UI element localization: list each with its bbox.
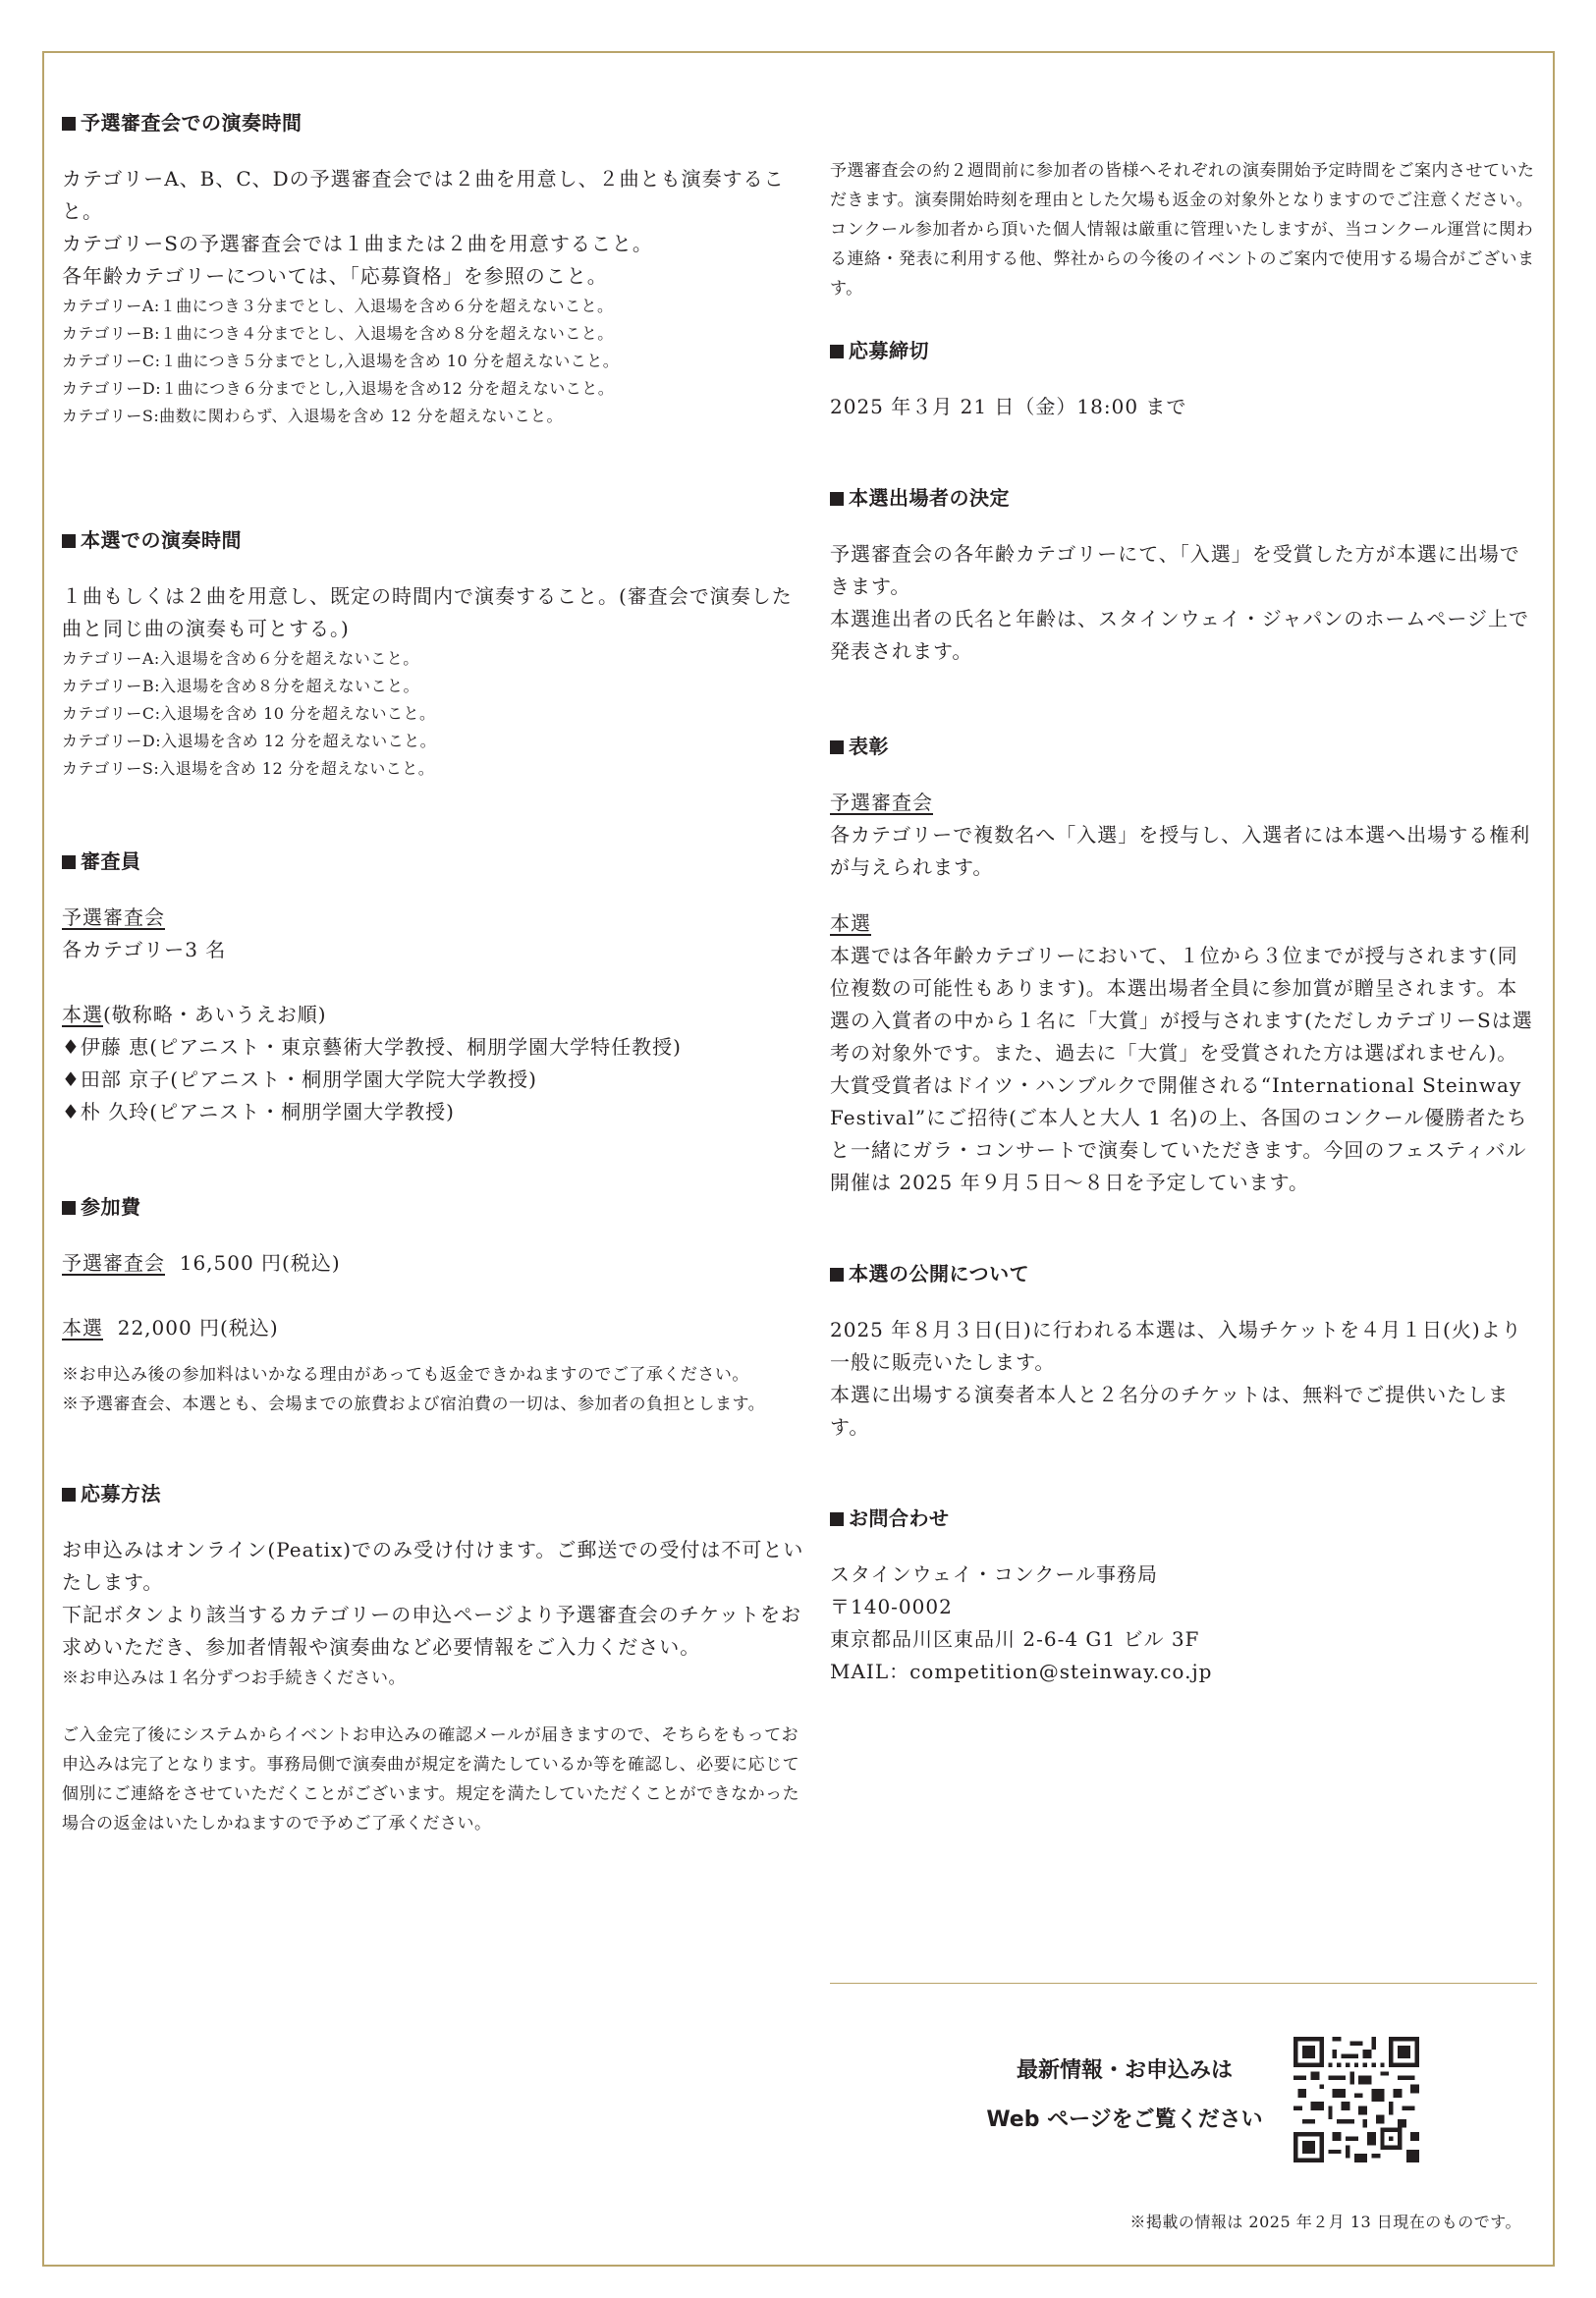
- section-awards: [830, 731, 1537, 1199]
- square-bullet-icon: [62, 1488, 76, 1502]
- heading-text: 本選の公開について: [849, 1262, 1030, 1286]
- paragraph: 各年齢カテゴリーについては、「応募資格」を参照のこと。: [62, 264, 608, 288]
- subheading-note: (敬称略・あいうえお順): [103, 1003, 327, 1026]
- note: ※予選審査会、本選とも、会場までの旅費および宿泊費の一切は、参加者の負担とします。: [62, 1395, 766, 1414]
- rule-line: カテゴリーC:入退場を含め 10 分を超えないこと。: [62, 704, 436, 723]
- paragraph: カテゴリーA、B、C、Dの予選審査会では２曲を用意し、２曲とも演奏すること。: [62, 167, 785, 223]
- paragraph: カテゴリーSの予選審査会では１曲または２曲を用意すること。: [62, 232, 653, 255]
- section-heading: [62, 846, 808, 874]
- square-bullet-icon: [830, 1512, 844, 1526]
- heading-text: 表彰: [849, 735, 889, 758]
- divider: [830, 1983, 1537, 1984]
- section-deadline: [830, 335, 1537, 423]
- paragraph: １曲もしくは２曲を用意し、既定の時間内で演奏すること。(審査会で演奏した曲と同じ曲の演奏も可とする。): [62, 584, 793, 640]
- heading-text: 参加費: [81, 1195, 141, 1219]
- section-prelim-time: [62, 107, 808, 430]
- section-contact: [830, 1503, 1537, 1688]
- paragraph: 本選進出者の氏名と年齢は、スタインウェイ・ジャパンのホームページ上で発表されます。: [830, 607, 1529, 663]
- paragraph: 各カテゴリーで複数名へ「入選」を授与し、入選者には本選へ出場する権利が与えられます。: [830, 823, 1531, 879]
- square-bullet-icon: [62, 1201, 76, 1215]
- section-judges: [62, 846, 808, 1128]
- rule-line: カテゴリーS:入退場を含め 12 分を超えないこと。: [62, 759, 435, 778]
- rule-line: カテゴリーS:曲数に関わらず、入退場を含め 12 分を超えないこと。: [62, 407, 563, 425]
- square-bullet-icon: [62, 117, 76, 131]
- paragraph: 本選では各年齢カテゴリーにおいて、１位から３位までが授与されます(同位複数の可能性もあります)。本選出場者全員に参加賞が贈呈されます。本選の入賞者の中から１名に「大賞」が授与されます(ただしカテゴリーSは選考の対象外です。また、過去に「大賞」を受賞された方は選ばれません)。大賞受賞者はドイツ・ハンブルクで開催される“International Steinway Festival”にご招待(ご本人と大人 1 名)の上、各国のコンクール優勝者たちと一緒にガラ・コンサートで演奏していただきます。今回のフェスティバル開催は 2025 年９月５日〜８日を予定しています。: [830, 944, 1533, 1194]
- contact-address: 東京都品川区東品川 2-6-4 G1 ビル 3F: [830, 1627, 1200, 1651]
- paragraph: ご入金完了後にシステムからイベントお申込みの確認メールが届きますので、そちらをもってお申込みは完了となります。事務局側で演奏曲が規定を満たしているか等を確認し、必要に応じて個別にご連絡をさせていただくことがございます。規定を満たしていただくことができなかった場合の返金はいたしかねますので予めご了承ください。: [62, 1725, 800, 1833]
- section-final-time: [62, 524, 808, 783]
- date-footnote: ※掲載の情報は 2025 年２月 13 日現在のものです。: [1129, 2213, 1521, 2231]
- judge-item: ♦田部 京子(ピアニスト・桐朋学園大学院大学教授): [62, 1067, 537, 1091]
- judge-item: ♦朴 久玲(ピアニスト・桐朋学園大学教授): [62, 1100, 455, 1123]
- subheading: 予選審査会: [62, 1251, 165, 1275]
- subheading: 予選審査会: [62, 905, 165, 929]
- square-bullet-icon: [830, 1268, 844, 1282]
- deadline-text: 2025 年３月 21 日（金）18:00 まで: [830, 395, 1187, 418]
- paragraph: 各カテゴリー3 名: [62, 938, 227, 961]
- paragraph: 予選審査会の約２週間前に参加者の皆様へそれぞれの演奏開始予定時間をご案内させていただきます。演奏開始時刻を理由とした欠場も返金の対象外となりますのでご注意ください。: [830, 161, 1535, 210]
- heading-text: 予選審査会での演奏時間: [81, 111, 303, 135]
- rule-line: カテゴリーD:１曲につき６分までとし,入退場を含め12 分を超えないこと。: [62, 379, 615, 398]
- section-heading: [62, 524, 808, 553]
- section-heading: [830, 1503, 1537, 1531]
- square-bullet-icon: [830, 492, 844, 506]
- left-column: [62, 107, 808, 1838]
- square-bullet-icon: [62, 855, 76, 869]
- subheading: 本選: [62, 1316, 103, 1340]
- rule-line: カテゴリーA:１曲につき３分までとし、入退場を含め６分を超えないこと。: [62, 297, 614, 315]
- rule-line: カテゴリーA:入退場を含め６分を超えないこと。: [62, 649, 419, 668]
- cta-line: 最新情報・お申込みは: [1016, 2058, 1233, 2083]
- rule-line: カテゴリーB:入退場を含め８分を超えないこと。: [62, 677, 420, 695]
- square-bullet-icon: [830, 345, 844, 358]
- section-public: [830, 1258, 1537, 1444]
- section-finalists: [830, 482, 1537, 668]
- rule-line: カテゴリーC:１曲につき５分までとし,入退場を含め 10 分を超えないこと。: [62, 352, 620, 370]
- paragraph: 2025 年８月３日(日)に行われる本選は、入場チケットを４月１日(火)より一般に販売いたします。: [830, 1318, 1522, 1374]
- heading-text: 応募方法: [81, 1482, 161, 1505]
- paragraph: 予選審査会の各年齢カテゴリーにて、「入選」を受賞した方が本選に出場できます。: [830, 542, 1520, 598]
- section-heading: [830, 731, 1537, 759]
- section-heading: [62, 1478, 808, 1506]
- subheading: 本選: [62, 1003, 103, 1026]
- note: ※お申込み後の参加料はいかなる理由があっても返金できかねますのでご了承ください。: [62, 1365, 749, 1385]
- paragraph: コンクール参加者から頂いた個人情報は厳重に管理いたしますが、当コンクール運営に関わる連絡・発表に利用する他、弊社からの今後のイベントのご案内で使用する場合がございます。: [830, 220, 1535, 299]
- heading-text: お問合わせ: [849, 1506, 950, 1530]
- right-column: [830, 156, 1537, 1688]
- section-fees: [62, 1191, 808, 1419]
- section-heading: [830, 1258, 1537, 1286]
- heading-text: 応募締切: [849, 339, 929, 362]
- contact-email[interactable]: MAIL：competition@steinway.co.jp: [830, 1660, 1213, 1683]
- section-heading: [62, 1191, 808, 1220]
- subheading: 予選審査会: [830, 791, 933, 814]
- section-heading: [62, 107, 808, 136]
- paragraph: 本選に出場する演奏者本人と２名分のチケットは、無料でご提供いたします。: [830, 1383, 1510, 1439]
- qr-code-icon[interactable]: [1293, 2037, 1419, 2162]
- subheading: 本選: [830, 911, 871, 935]
- web-cta: [918, 2047, 1331, 2145]
- contact-org: スタインウェイ・コンクール事務局: [830, 1562, 1158, 1586]
- heading-text: 本選出場者の決定: [849, 486, 1010, 510]
- fee-value: 22,000 円(税込): [117, 1316, 279, 1340]
- judge-item: ♦伊藤 恵(ピアニスト・東京藝術大学教授、桐朋学園大学特任教授): [62, 1035, 682, 1059]
- fee-value: 16,500 円(税込): [179, 1251, 341, 1275]
- paragraph: お申込みはオンライン(Peatix)でのみ受け付けます。ご郵送での受付は不可といたします。: [62, 1538, 804, 1594]
- paragraph: 下記ボタンより該当するカテゴリーの申込ページより予選審査会のチケットをお求めいただき、参加者情報や演奏曲など必要情報をご入力ください。: [62, 1603, 801, 1659]
- square-bullet-icon: [62, 534, 76, 548]
- section-heading: [830, 482, 1537, 511]
- square-bullet-icon: [830, 740, 844, 754]
- contact-zip: 〒140-0002: [830, 1595, 953, 1618]
- heading-text: 本選での演奏時間: [81, 528, 242, 552]
- section-application: [62, 1478, 808, 1838]
- cta-line: Web ページをご覧ください: [986, 2107, 1263, 2132]
- note: ※お申込みは１名分ずつお手続きください。: [62, 1669, 406, 1688]
- rule-line: カテゴリーB:１曲につき４分までとし、入退場を含め８分を超えないこと。: [62, 324, 614, 343]
- section-heading: [830, 335, 1537, 363]
- rule-line: カテゴリーD:入退場を含め 12 分を超えないこと。: [62, 732, 437, 750]
- heading-text: 審査員: [81, 849, 141, 873]
- page-frame: [42, 51, 1555, 2267]
